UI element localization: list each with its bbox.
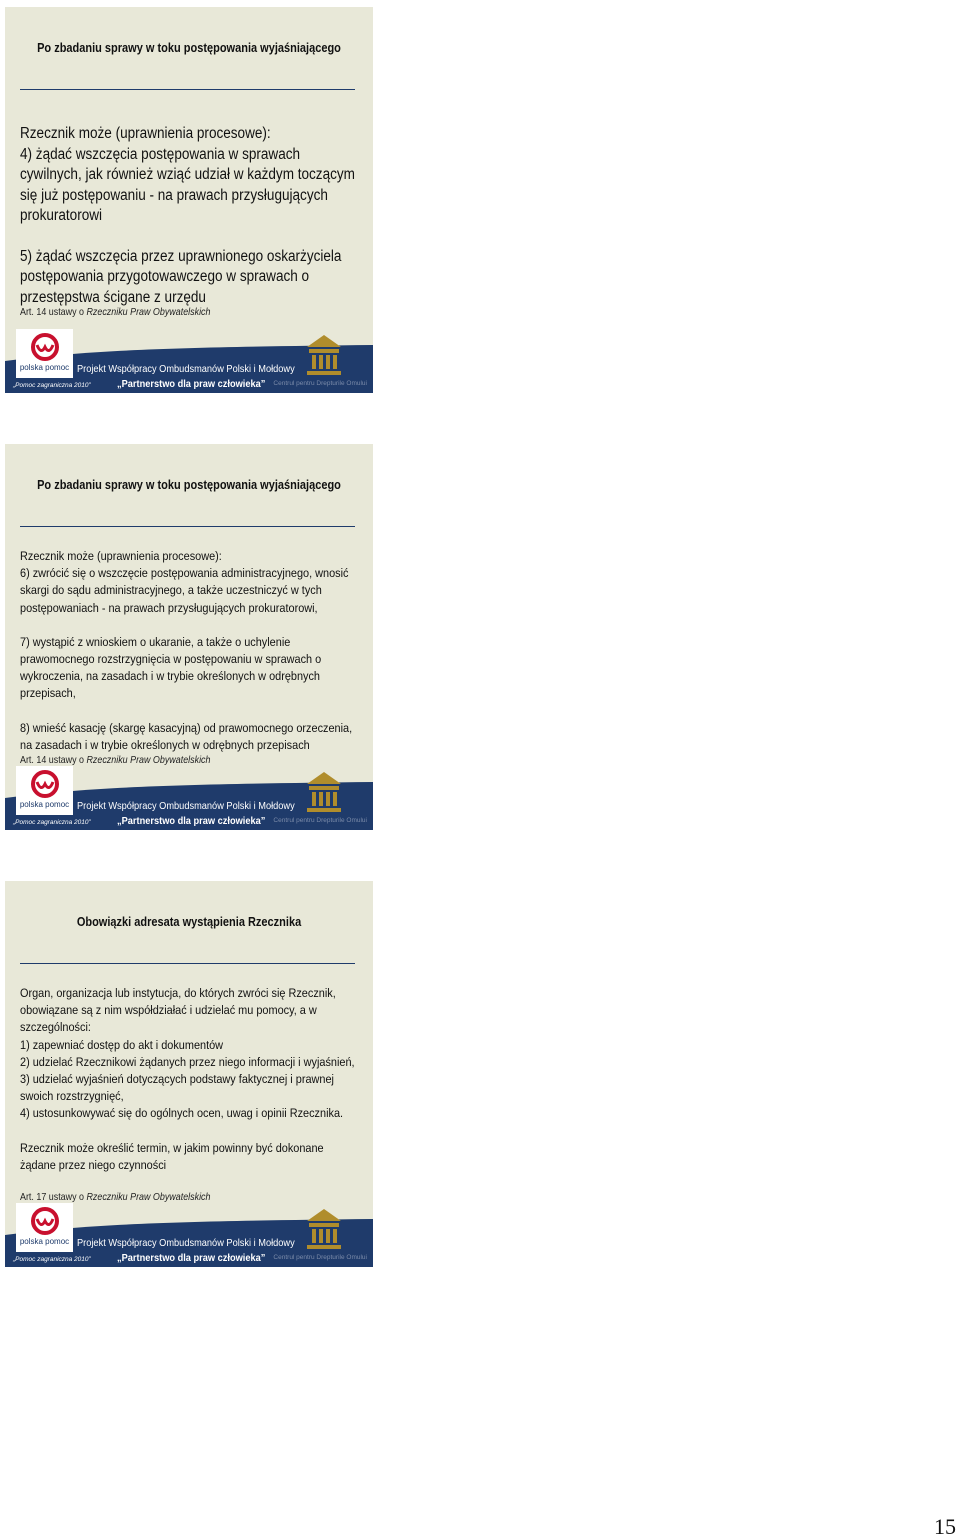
slide-title: Po zbadaniu sprawy w toku postępowania wyjaśniającego bbox=[37, 478, 341, 492]
aid-tagline: „Pomoc zagraniczna 2010” bbox=[13, 819, 91, 826]
partner-name: Centrul pentru Drepturile Omului bbox=[273, 1254, 367, 1261]
body-paragraph: 5) żądać wszczęcia przez uprawnionego oskarżyciela postępowania przygotowawczego w sprawach o przestępstwa ścigane z urzędu bbox=[20, 247, 342, 306]
title-divider bbox=[20, 526, 355, 527]
slide-body bbox=[20, 548, 359, 754]
aid-tagline: „Pomoc zagraniczna 2010” bbox=[13, 1256, 91, 1263]
body-paragraph: Rzecznik może określić termin, w jakim powinny być dokonane żądane przez niego czynności bbox=[20, 1140, 324, 1172]
polska-pomoc-icon bbox=[30, 1207, 60, 1235]
slide-footer bbox=[5, 327, 373, 393]
polska-pomoc-logo: polska pomoc bbox=[16, 1203, 73, 1252]
polska-pomoc-logo: polska pomoc bbox=[16, 766, 73, 815]
slide-2 bbox=[5, 444, 373, 830]
body-paragraph: 4) ustosunkowywać się do ogólnych ocen, uwag i opinii Rzecznika. bbox=[20, 1106, 344, 1121]
partnership-title: „Partnerstwo dla praw człowieka” bbox=[117, 815, 266, 827]
institution-emblem-icon bbox=[305, 333, 343, 377]
body-paragraph: 8) wnieść kasację (skargę kasacyjną) od prawomocnego orzeczenia, na zasadach i w trybie określonych w odrębnych przepisach bbox=[20, 720, 353, 752]
legal-source: Art. 14 ustawy o Rzeczniku Praw Obywatelskich bbox=[20, 306, 211, 318]
body-paragraph: Rzecznik może (uprawnienia procesowe): bbox=[20, 125, 271, 142]
project-title: Projekt Współpracy Ombudsmanów Polski i Mołdowy bbox=[77, 363, 295, 375]
legal-source: Art. 17 ustawy o Rzeczniku Praw Obywatelskich bbox=[20, 1191, 211, 1203]
body-paragraph: 7) wystąpić z wnioskiem o ukaranie, a także o uchylenie prawomocnego rozstrzygnięcia w postępowaniu w sprawach o wykroczenia, na zasadach i w trybie określonych w odrębnych przepisach, bbox=[20, 634, 322, 701]
project-title: Projekt Współpracy Ombudsmanów Polski i Mołdowy bbox=[77, 800, 295, 812]
body-paragraph: 2) udzielać Rzecznikowi żądanych przez niego informacji i wyjaśnień, bbox=[20, 1054, 355, 1069]
title-divider bbox=[20, 89, 355, 90]
slide-footer bbox=[5, 1201, 373, 1267]
legal-source: Art. 14 ustawy o Rzeczniku Praw Obywatelskich bbox=[20, 754, 211, 766]
partnership-title: „Partnerstwo dla praw człowieka” bbox=[117, 378, 266, 390]
institution-emblem-icon bbox=[305, 770, 343, 814]
institution-emblem-icon bbox=[305, 1207, 343, 1251]
slide-footer bbox=[5, 764, 373, 830]
partner-name: Centrul pentru Drepturile Omului bbox=[273, 817, 367, 824]
body-paragraph: Rzecznik może (uprawnienia procesowe): bbox=[20, 549, 222, 563]
polska-pomoc-icon bbox=[30, 770, 60, 798]
partner-name: Centrul pentru Drepturile Omului bbox=[273, 380, 367, 387]
slide-3 bbox=[5, 881, 373, 1267]
slide-title: Po zbadaniu sprawy w toku postępowania wyjaśniającego bbox=[37, 41, 341, 55]
project-title: Projekt Współpracy Ombudsmanów Polski i Mołdowy bbox=[77, 1237, 295, 1249]
body-paragraph: 3) udzielać wyjaśnień dotyczących podstawy faktycznej i prawnej swoich rozstrzygnięć, bbox=[20, 1072, 334, 1104]
body-paragraph: 6) zwrócić się o wszczęcie postępowania administracyjnego, wnosić skargi do sądu administracyjnego, a także uczestniczyć w tych postępowaniach - na prawach przysługujących prokuratorowi, bbox=[20, 566, 349, 615]
page-number: 15 bbox=[934, 1514, 956, 1539]
slide-body bbox=[20, 124, 359, 308]
partnership-title: „Partnerstwo dla praw człowieka” bbox=[117, 1252, 266, 1264]
body-paragraph: 1) zapewniać dostęp do akt i dokumentów bbox=[20, 1037, 224, 1052]
body-paragraph: Organ, organizacja lub instytucja, do których zwróci się Rzecznik, obowiązane są z nim współdziałać i udzielać mu pomocy, a w szczególności: bbox=[20, 986, 336, 1035]
body-paragraph: 4) żądać wszczęcia postępowania w sprawach cywilnych, jak również wziąć udział w każdym toczącym się już postępowaniu - na prawach przysługujących prokuratorowi bbox=[20, 145, 355, 224]
aid-tagline: „Pomoc zagraniczna 2010” bbox=[13, 382, 91, 389]
polska-pomoc-icon bbox=[30, 333, 60, 361]
title-divider bbox=[20, 963, 355, 964]
slide-1 bbox=[5, 7, 373, 393]
slide-title: Obowiązki adresata wystąpienia Rzecznika bbox=[76, 915, 302, 929]
slide-body bbox=[20, 985, 359, 1174]
polska-pomoc-logo: polska pomoc bbox=[16, 329, 73, 378]
